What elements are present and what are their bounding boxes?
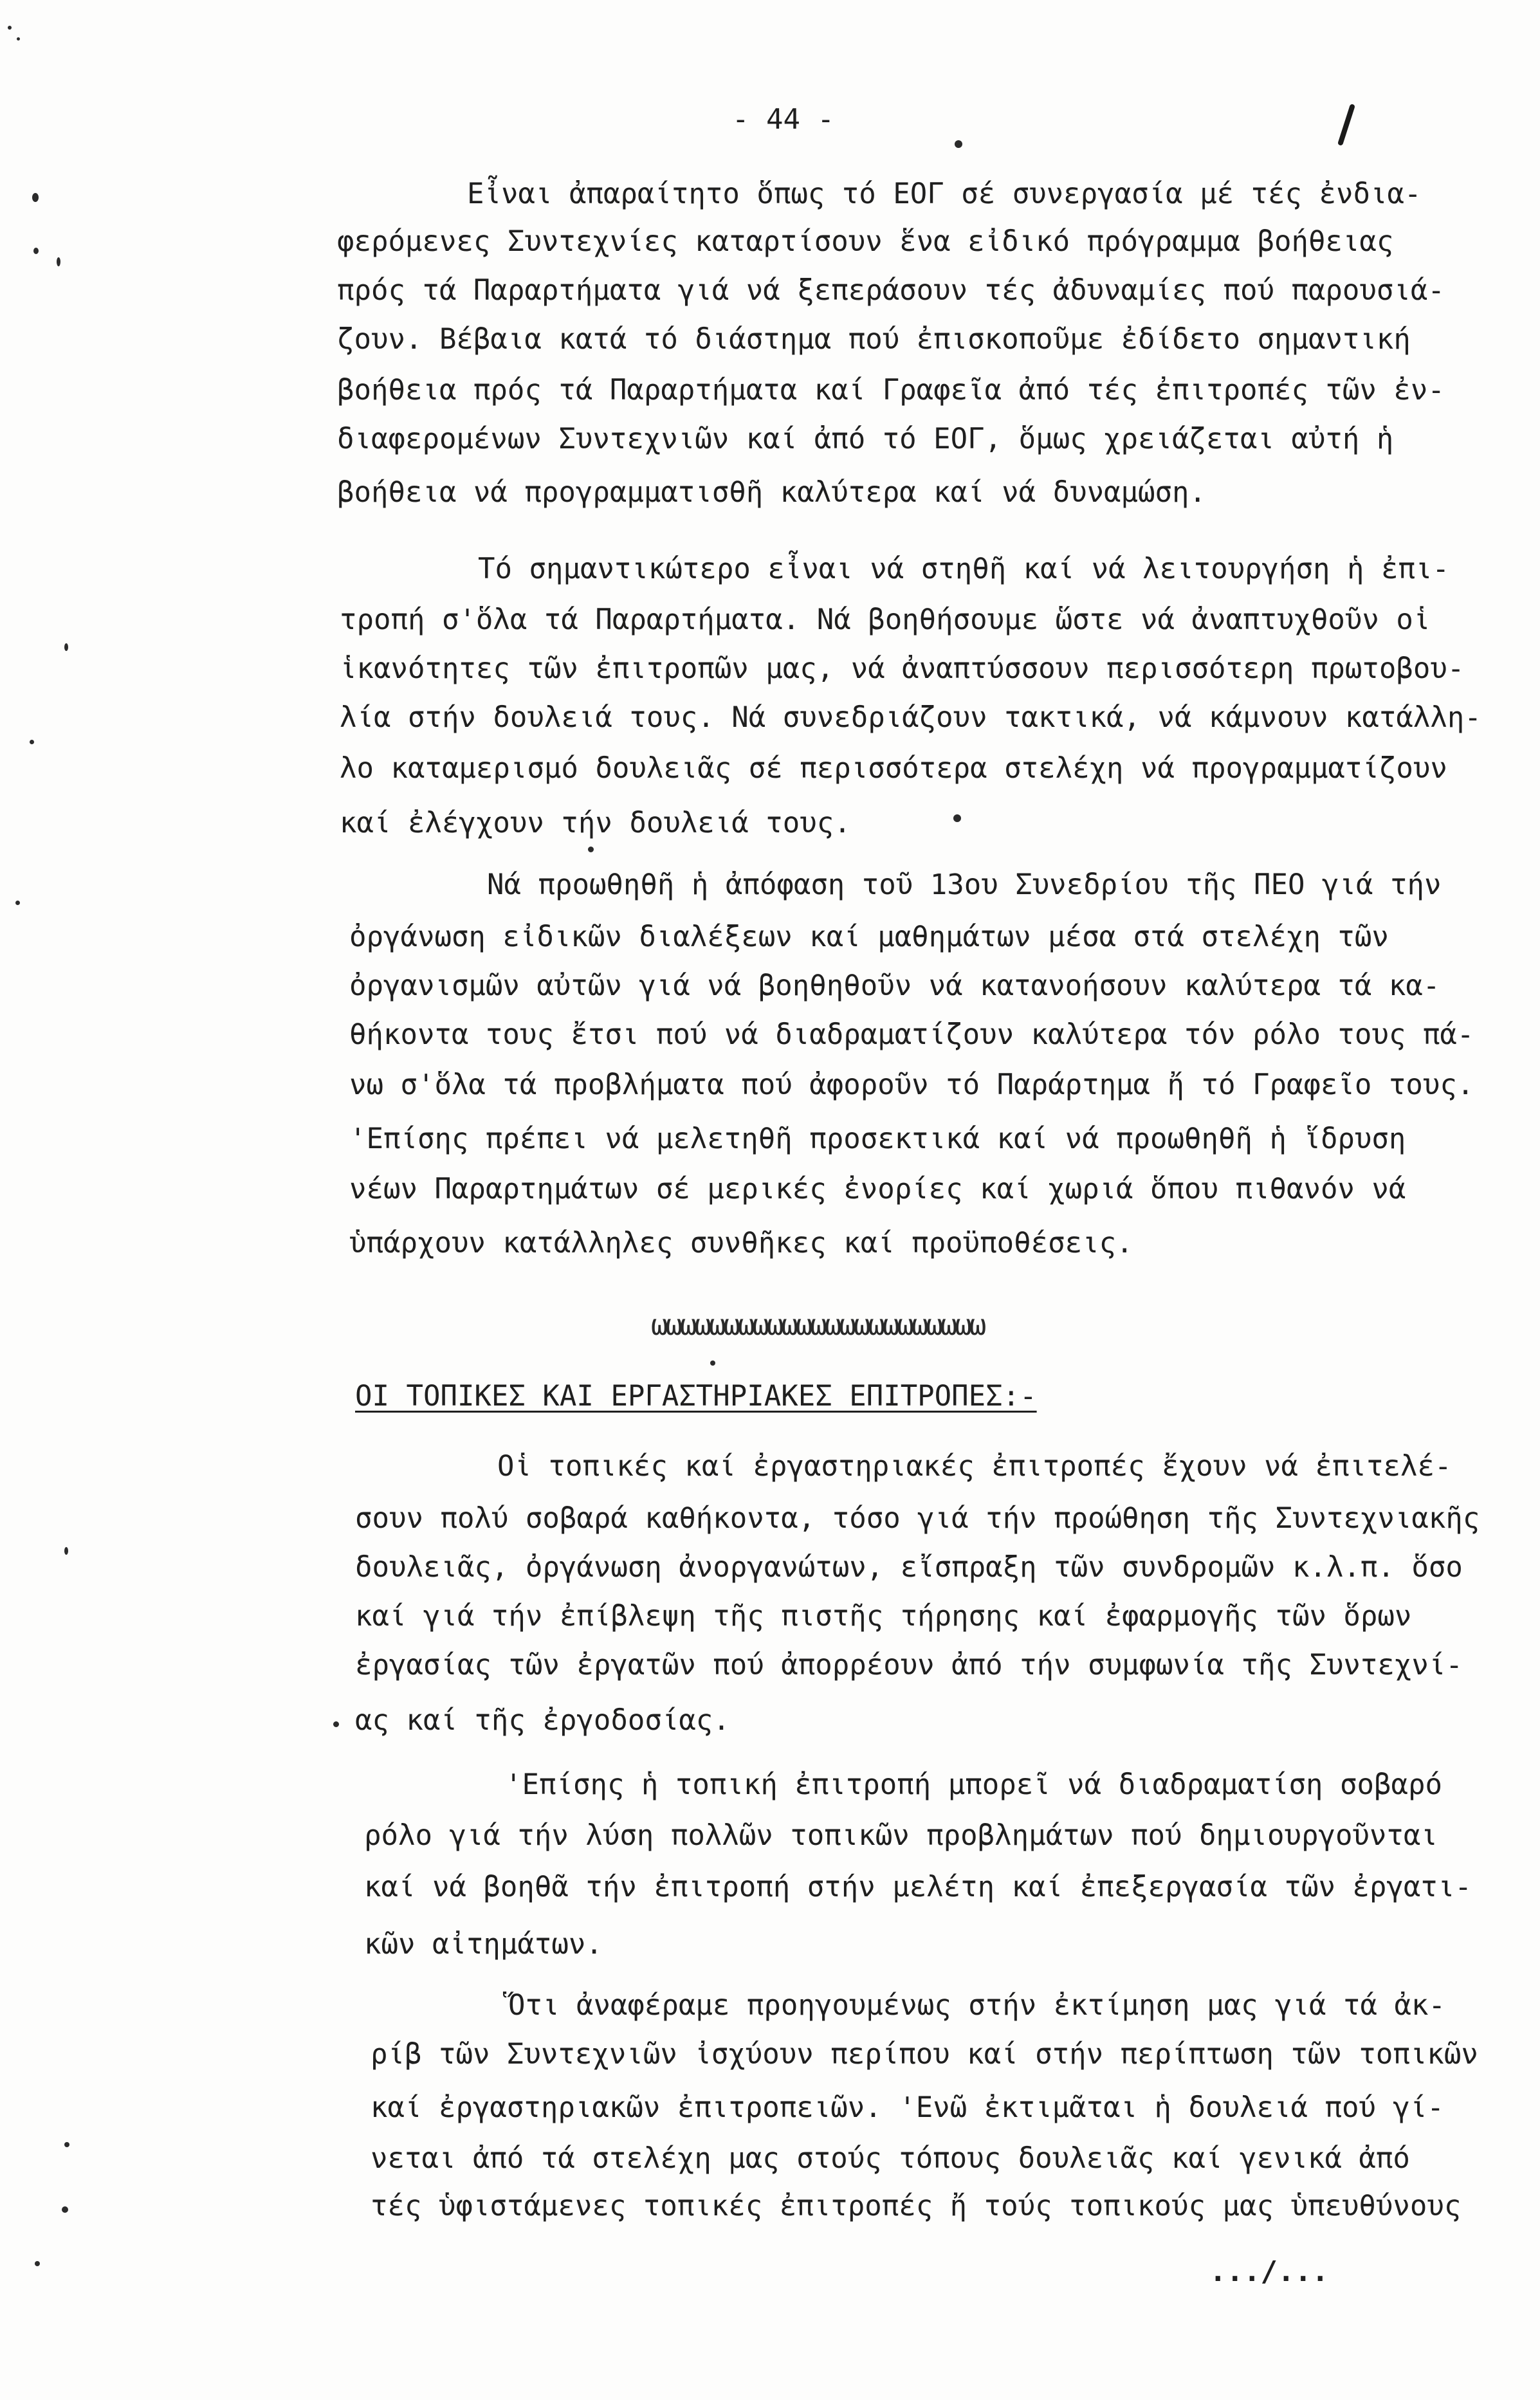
paragraph-line: κῶν αἰτημάτων. (364, 1928, 603, 1961)
paragraph-line: τές ὑφιστάμενες τοπικές ἐπιτροπές ἤ τούς τοπικούς μας ὑπευθύνους (371, 2190, 1462, 2222)
paragraph-line: ρόλο γιά τήν λύση πολλῶν τοπικῶν προβλημάτων πού δημιουργοῦνται (364, 1819, 1438, 1852)
paragraph-line: σουν πολύ σοβαρά καθήκοντα, τόσο γιά τήν προώθηση τῆς Συντεχνιακῆς (355, 1502, 1480, 1535)
page-number: - 44 - (732, 103, 834, 136)
paragraph-line: φερόμενες Συντεχνίες καταρτίσουν ἕνα εἰδικό πρόγραμμα βοήθειας (337, 225, 1394, 258)
margin-speck (57, 257, 60, 266)
paragraph-line: ὀργανισμῶν αὐτῶν γιά νά βοηθηθοῦν νά κατανοήσουν καλύτερα τά κα- (349, 969, 1440, 1002)
continuation-marker: .../... (1209, 2255, 1329, 2288)
pen-mark-icon (1333, 103, 1359, 148)
paragraph-line: νέων Παραρτημάτων σέ μερικές ἐνορίες καί χωριά ὅπου πιθανόν νά (349, 1173, 1406, 1205)
paragraph-line: Εἶναι ἀπαραίτητο ὅπως τό ΕΟΓ σέ συνεργασία μέ τές ἐνδια- (467, 178, 1422, 210)
margin-speck (955, 140, 962, 148)
paragraph-line: ας καί τῆς ἐργοδοσίας. (355, 1704, 730, 1737)
section-divider: ωωωωωωωωωωωωωωωωωωωωωωω (651, 1309, 984, 1342)
paragraph-line: ὀργάνωση εἰδικῶν διαλέξεων καί μαθημάτων μέσα στά στελέχη τῶν (349, 921, 1389, 953)
paragraph-line: βοήθεια νά προγραμματισθῆ καλύτερα καί νά δυναμώση. (337, 476, 1207, 509)
paragraph-line: ἱκανότητες τῶν ἐπιτροπῶν μας, νά ἀναπτύσσουν περισσότερη πρωτοβου- (340, 652, 1465, 685)
paragraph-line: ρίβ τῶν Συντεχνιῶν ἰσχύουν περίπου καί στήν περίπτωση τῶν τοπικῶν (371, 2038, 1478, 2071)
paragraph-line: 'Επίσης πρέπει νά μελετηθῆ προσεκτικά καί νά προωθηθῆ ἡ ἵδρυση (349, 1122, 1406, 1155)
paragraph-line: καί ἐργαστηριακῶν ἐπιτροπειῶν. 'Ενῶ ἐκτιμᾶται ἡ δουλειά πού γί- (371, 2091, 1444, 2124)
margin-speck (15, 901, 20, 905)
margin-speck (953, 814, 961, 822)
paragraph-line: Νά προωθηθῆ ἡ ἀπόφαση τοῦ 13ου Συνεδρίου τῆς ΠΕΟ γιά τήν (487, 868, 1442, 901)
margin-speck (33, 248, 39, 254)
paragraph-line: διαφερομένων Συντεχνιῶν καί ἀπό τό ΕΟΓ, ὅμως χρειάζεται αὐτή ἡ (337, 423, 1394, 455)
paragraph-line: Οἱ τοπικές καί ἐργαστηριακές ἐπιτροπές ἔχουν νά ἐπιτελέ- (497, 1450, 1452, 1483)
paragraph-line: καί νά βοηθᾶ τήν ἐπιτροπή στήν μελέτη καί ἐπεξεργασία τῶν ἐργατι- (364, 1871, 1472, 1903)
margin-speck (62, 2206, 68, 2213)
section-heading: ΟΙ ΤΟΠΙΚΕΣ ΚΑΙ ΕΡΓΑΣΤΗΡΙΑΚΕΣ ΕΠΙΤΡΟΠΕΣ:- (355, 1380, 1037, 1413)
paragraph-line: νεται ἀπό τά στελέχη μας στούς τόπους δουλειᾶς καί γενικά ἀπό (371, 2142, 1410, 2175)
margin-speck (333, 1721, 339, 1727)
paragraph-line: θήκοντα τους ἔτσι πού νά διαδραματίζουν καλύτερα τόν ρόλο τους πά- (349, 1018, 1474, 1051)
margin-speck (64, 1547, 68, 1555)
margin-speck (710, 1360, 715, 1366)
paragraph-line: καί γιά τήν ἐπίβλεψη τῆς πιστῆς τήρησης καί ἐφαρμογῆς τῶν ὅρων (355, 1600, 1412, 1633)
paragraph-line: Ὅτι ἀναφέραμε προηγουμένως στήν ἐκτίμηση μας γιά τά ἀκ- (508, 1989, 1445, 2022)
paragraph-line: 'Επίσης ἡ τοπική ἐπιτροπή μπορεῖ νά διαδραματίση σοβαρό (505, 1768, 1442, 1801)
paragraph-line: πρός τά Παραρτήματα γιά νά ξεπεράσουν τές ἀδυναμίες πού παρουσιά- (337, 274, 1445, 307)
margin-speck (8, 26, 12, 30)
margin-speck (588, 847, 594, 852)
margin-speck (32, 193, 39, 202)
margin-speck (64, 643, 68, 651)
margin-speck (30, 740, 34, 744)
paragraph-line: λο καταμερισμό δουλειᾶς σέ περισσότερα στελέχη νά προγραμματίζουν (340, 752, 1447, 785)
paragraph-line: ἐργασίας τῶν ἐργατῶν πού ἀπορρέουν ἀπό τήν συμφωνία τῆς Συντεχνί- (355, 1649, 1463, 1681)
paragraph-line: νω σ'ὅλα τά προβλήματα πού ἀφοροῦν τό Παράρτημα ἤ τό Γραφεῖο τους. (349, 1068, 1474, 1101)
margin-speck (35, 2261, 40, 2266)
margin-speck (64, 2142, 69, 2147)
margin-speck (17, 37, 20, 41)
paragraph-line: ζουν. Βέβαια κατά τό διάστημα πού ἐπισκοποῦμε ἐδίδετο σημαντική (337, 323, 1411, 356)
paragraph-line: τροπή σ'ὅλα τά Παραρτήματα. Νά βοηθήσουμε ὥστε νά ἀναπτυχθοῦν οἱ (340, 603, 1431, 636)
paragraph-line: λία στήν δουλειά τους. Νά συνεδριάζουν τακτικά, νά κάμνουν κατάλλη- (340, 701, 1481, 734)
paragraph-line: βοήθεια πρός τά Παραρτήματα καί Γραφεῖα ἀπό τές ἐπιτροπές τῶν ἐν- (337, 374, 1445, 407)
paragraph-line: Τό σημαντικώτερο εἶναι νά στηθῆ καί νά λειτουργήση ἡ ἐπι- (478, 553, 1449, 585)
paragraph-line: καί ἐλέγχουν τήν δουλειά τους. (340, 807, 851, 839)
paragraph-line: δουλειᾶς, ὀργάνωση ἀνοργανώτων, εἴσπραξη τῶν συνδρομῶν κ.λ.π. ὅσο (355, 1551, 1463, 1584)
paragraph-line: ὑπάρχουν κατάλληλες συνθῆκες καί προϋποθέσεις. (349, 1227, 1133, 1260)
